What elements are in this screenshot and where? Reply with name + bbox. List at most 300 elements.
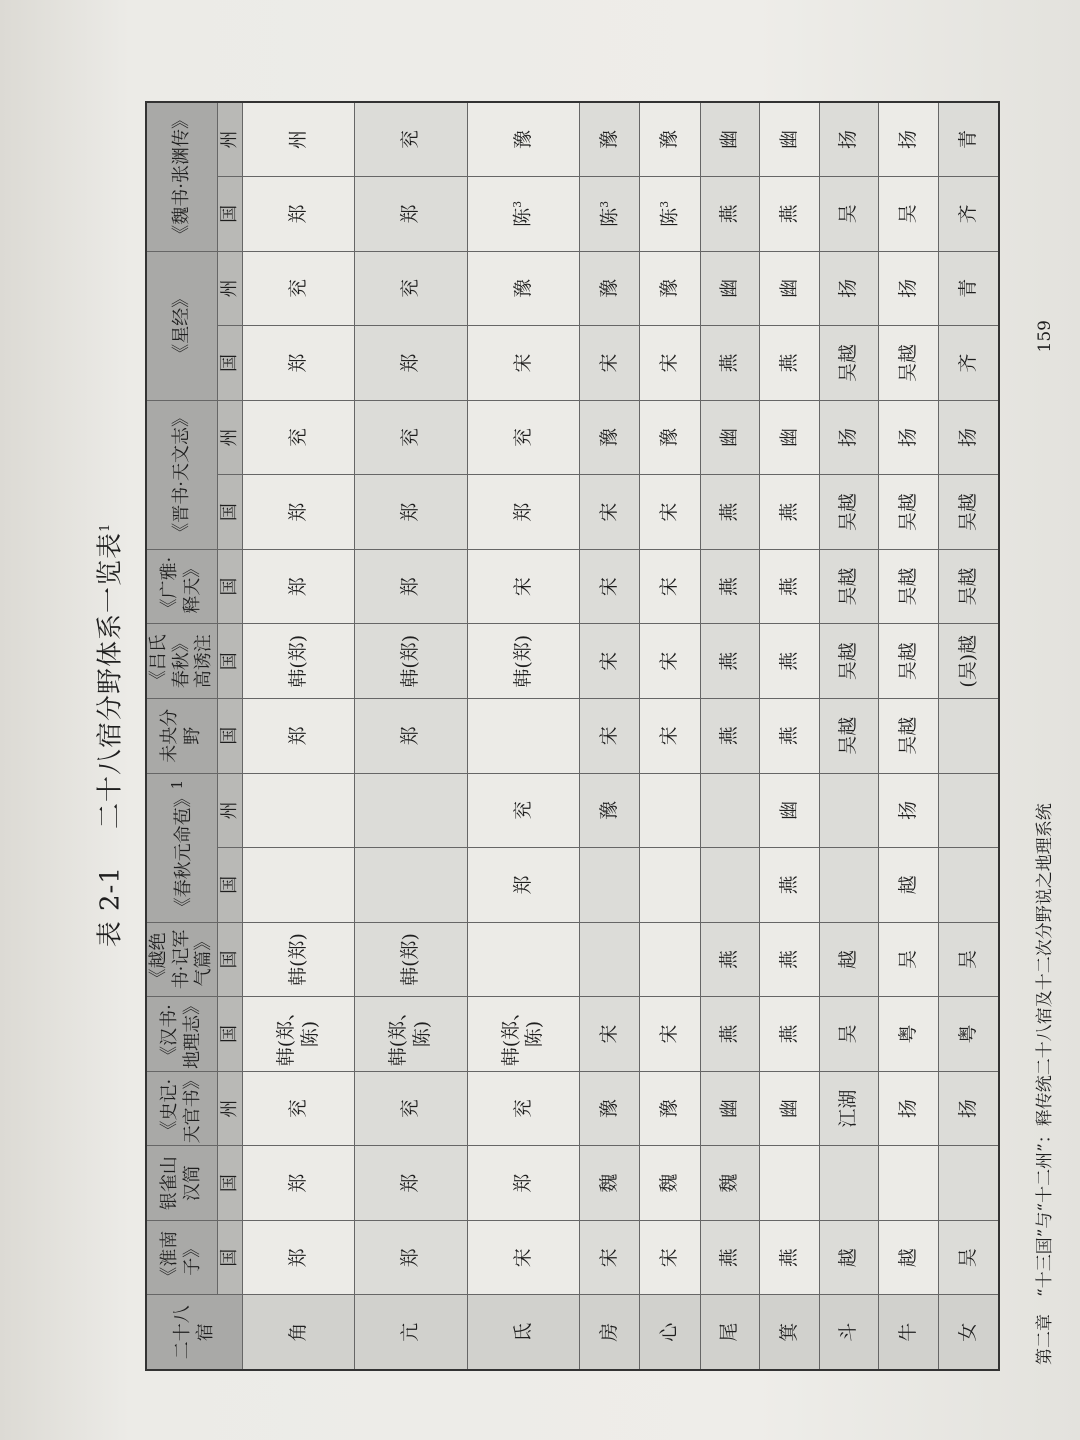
table-cell (580, 773, 640, 848)
table-cell (355, 400, 467, 475)
table-cell (819, 475, 879, 550)
mansion-name: 角 (243, 1295, 355, 1370)
cell-text: 魏 (718, 1173, 741, 1193)
cell-text: 宋 (597, 502, 620, 522)
cell-text: 豫 (597, 130, 620, 150)
table-cell (580, 251, 640, 326)
table-cell (760, 102, 820, 177)
table-cell (938, 922, 999, 997)
table-cell (760, 177, 820, 252)
cell-text: 兖 (286, 428, 309, 448)
cell-note: 3 (597, 200, 611, 208)
table-cell (700, 997, 760, 1072)
cell-text: 宋 (658, 1024, 681, 1044)
cell-text: 越 (837, 1248, 860, 1268)
cell-text: 宋 (597, 1248, 620, 1268)
table-cell (879, 326, 939, 401)
cell-text: 韩(郑) (399, 634, 422, 688)
cell-text: 扬 (956, 428, 979, 448)
table-cell (938, 102, 999, 177)
cell-text: 齐 (956, 204, 979, 224)
table-cell (467, 102, 579, 177)
cell-text: 齐 (956, 353, 979, 373)
cell-text: 幽 (777, 130, 800, 150)
mansion-name: 尾 (700, 1295, 760, 1370)
table-row (467, 102, 579, 1370)
source-header (146, 1071, 217, 1146)
table-cell (938, 549, 999, 624)
table-cell (760, 326, 820, 401)
table-cell (355, 1071, 467, 1146)
sub-header: 国 (217, 549, 243, 624)
cell-text: 魏 (597, 1173, 620, 1193)
cell-text: 郑 (399, 726, 422, 746)
table-row (879, 102, 939, 1370)
table-cell (938, 1071, 999, 1146)
sub-header: 国 (217, 848, 243, 923)
source-header (146, 400, 217, 549)
cell-text: 吴 (956, 1248, 979, 1268)
table-row (819, 102, 879, 1370)
table-cell (467, 699, 579, 774)
cell-note: 3 (511, 200, 525, 208)
table-cell (700, 102, 760, 177)
table-cell (467, 1220, 579, 1295)
table-cell (580, 1146, 640, 1221)
table-cell (640, 848, 700, 923)
source-header (146, 922, 217, 997)
table-cell (760, 400, 820, 475)
cell-text: 郑 (286, 726, 309, 746)
table-cell (938, 400, 999, 475)
source-name: 《汉书·地理志》 (159, 996, 203, 1069)
cell-text: 吴越 (837, 493, 860, 532)
cell-text: 幽 (718, 278, 741, 298)
sub-header: 国 (217, 1146, 243, 1221)
cell-text: 燕 (777, 726, 800, 746)
table-cell (700, 177, 760, 252)
cell-text: 郑 (286, 577, 309, 597)
cell-text: 宋 (511, 353, 534, 373)
mansion-name: 箕 (760, 1295, 820, 1370)
cell-text: 宋 (658, 502, 681, 522)
table-cell (580, 475, 640, 550)
page-number: 159 (1035, 320, 1055, 353)
source-name: 银雀山汉简 (159, 1156, 203, 1211)
table-cell (467, 997, 579, 1072)
table-cell (467, 400, 579, 475)
cell-text: 韩(郑、陈) (274, 1001, 321, 1067)
source-name: 《越绝书·记军气篇》 (148, 929, 214, 990)
table-cell (355, 773, 467, 848)
table-cell (640, 475, 700, 550)
cell-text: 燕 (718, 651, 741, 671)
cell-text: 兖 (511, 1099, 534, 1119)
table-cell (938, 177, 999, 252)
table-cell (355, 848, 467, 923)
table-cell (879, 848, 939, 923)
table-cell (700, 848, 760, 923)
table-cell (355, 177, 467, 252)
table-cell (580, 997, 640, 1072)
table-cell (243, 1071, 355, 1146)
table-cell (243, 102, 355, 177)
table-cell (938, 251, 999, 326)
cell-text: 吴越 (896, 343, 919, 382)
cell-text: 燕 (777, 353, 800, 373)
table-cell (467, 177, 579, 252)
cell-text: 江湖 (837, 1089, 860, 1128)
cell-text: 扬 (896, 1099, 919, 1119)
cell-text: 吴 (896, 949, 919, 969)
table-cell (243, 251, 355, 326)
mansion-name: 亢 (355, 1295, 467, 1370)
table-cell (819, 177, 879, 252)
cell-text: 吴 (837, 204, 860, 224)
table-cell (760, 922, 820, 997)
source-header (146, 549, 217, 624)
table-cell (580, 1071, 640, 1146)
sub-header: 国 (217, 699, 243, 774)
table-cell (700, 773, 760, 848)
cell-text: 宋 (658, 726, 681, 746)
source-name: 未央分野 (159, 708, 203, 763)
source-name: 《星经》 (170, 289, 192, 362)
table-cell (467, 251, 579, 326)
table-cell (760, 549, 820, 624)
table-cell (760, 699, 820, 774)
cell-text: 豫 (597, 428, 620, 448)
source-header (146, 102, 217, 251)
cell-text: 燕 (777, 502, 800, 522)
table-cell (760, 624, 820, 699)
table-cell (760, 1220, 820, 1295)
table-cell (819, 997, 879, 1072)
sub-header: 州 (217, 102, 243, 177)
table-row (355, 102, 467, 1370)
cell-text: 扬 (896, 278, 919, 298)
cell-text: 豫 (597, 278, 620, 298)
cell-text: 燕 (777, 875, 800, 895)
sub-header: 州 (217, 251, 243, 326)
cell-text: 吴越 (896, 493, 919, 532)
cell-text: 郑 (399, 577, 422, 597)
header-row (146, 102, 217, 1370)
cell-text: 陈 (658, 207, 681, 227)
cell-text: 兖 (399, 1099, 422, 1119)
cell-text: 吴越 (956, 567, 979, 606)
table-cell (938, 773, 999, 848)
sub-header: 国 (217, 922, 243, 997)
cell-text: 兖 (511, 800, 534, 820)
table-cell (760, 251, 820, 326)
cell-text: 豫 (658, 428, 681, 448)
table-cell (580, 177, 640, 252)
cell-text: 豫 (597, 1099, 620, 1119)
table-cell (640, 997, 700, 1072)
table-cell (467, 848, 579, 923)
sub-header: 国 (217, 177, 243, 252)
cell-text: 燕 (718, 1024, 741, 1044)
cell-text: 吴 (837, 1024, 860, 1044)
cell-text: 魏 (658, 1173, 681, 1193)
mansion-name: 牛 (879, 1295, 939, 1370)
table-cell (580, 624, 640, 699)
table-cell (879, 475, 939, 550)
table-cell (243, 699, 355, 774)
table-cell (355, 102, 467, 177)
cell-text: 燕 (777, 204, 800, 224)
table-cell (640, 177, 700, 252)
table-cell (243, 326, 355, 401)
source-name: 《晋书·天文志》 (170, 408, 192, 541)
sub-header: 州 (217, 400, 243, 475)
cell-text: 郑 (511, 1173, 534, 1193)
cell-text: 韩(郑、陈) (387, 1001, 434, 1067)
table-cell (819, 102, 879, 177)
table-cell (760, 1071, 820, 1146)
caption-title: 二十八宿分野体系一览表 (95, 532, 126, 830)
table-cell (243, 400, 355, 475)
mansion-name: 氐 (467, 1295, 579, 1370)
table-cell (243, 177, 355, 252)
cell-text: 燕 (718, 502, 741, 522)
cell-text: 吴越 (837, 642, 860, 681)
table-cell (879, 922, 939, 997)
cell-text: 豫 (597, 800, 620, 820)
cell-text: 燕 (718, 1248, 741, 1268)
table-cell (700, 326, 760, 401)
table-cell (879, 773, 939, 848)
table-cell (700, 1071, 760, 1146)
cell-text: 韩(郑) (399, 933, 422, 986)
cell-text: 宋 (658, 1248, 681, 1268)
subheader-row (217, 102, 243, 1370)
table-cell (243, 1146, 355, 1221)
cell-text: 韩(郑) (511, 634, 534, 688)
source-header (146, 624, 217, 699)
cell-text: 宋 (597, 1024, 620, 1044)
sub-header: 国 (217, 997, 243, 1072)
table-cell (700, 1220, 760, 1295)
cell-text: 陈 (511, 207, 534, 227)
cell-text: 燕 (718, 726, 741, 746)
cell-text: 燕 (777, 1248, 800, 1268)
cell-text: 州 (286, 130, 309, 150)
table-cell (700, 1146, 760, 1221)
cell-text: 宋 (658, 577, 681, 597)
cell-text: 兖 (286, 278, 309, 298)
table-cell (879, 624, 939, 699)
cell-text: 扬 (837, 278, 860, 298)
cell-text: 豫 (658, 130, 681, 150)
page-footer (1025, 85, 1065, 1385)
cell-text: 燕 (777, 577, 800, 597)
table-cell (819, 922, 879, 997)
table-cell (938, 624, 999, 699)
stub-header: 二十八宿 (146, 1295, 243, 1370)
cell-note: 3 (658, 200, 671, 208)
table-cell (355, 922, 467, 997)
sub-header: 国 (217, 475, 243, 550)
cell-text: 郑 (286, 1248, 309, 1268)
cell-text: 青 (956, 130, 979, 150)
cell-text: 粤 (956, 1024, 979, 1044)
cell-text: 吴越 (896, 716, 919, 755)
cell-text: 郑 (286, 204, 309, 224)
cell-text: 韩(郑) (286, 933, 309, 986)
cell-text: 青 (956, 278, 979, 298)
table-row (243, 102, 355, 1370)
table-row (938, 102, 999, 1370)
table-cell (355, 475, 467, 550)
cell-text: 扬 (837, 130, 860, 150)
rotated-page (75, 85, 1075, 1385)
table-cell (879, 699, 939, 774)
cell-text: 扬 (956, 1099, 979, 1119)
table-cell (355, 624, 467, 699)
cell-text: 吴 (956, 949, 979, 969)
cell-text: 幽 (777, 800, 800, 820)
cell-text: 宋 (597, 651, 620, 671)
table-caption (75, 85, 137, 1385)
table-cell (243, 773, 355, 848)
table-cell (580, 699, 640, 774)
source-name: 《广雅·释天》 (159, 556, 203, 617)
table-cell (243, 549, 355, 624)
sub-header: 国 (217, 624, 243, 699)
cell-text: 宋 (511, 577, 534, 597)
table-cell (700, 922, 760, 997)
table-cell (355, 997, 467, 1072)
cell-text: 郑 (399, 1173, 422, 1193)
cell-text: 郑 (399, 353, 422, 373)
sub-header: 国 (217, 326, 243, 401)
caption-label: 表 2-1 (95, 866, 126, 948)
table-cell (819, 400, 879, 475)
source-name: 《春秋元命苞》 (173, 789, 194, 916)
source-header (146, 251, 217, 400)
table-cell (700, 549, 760, 624)
cell-text: 燕 (718, 949, 741, 969)
table-row (760, 102, 820, 1370)
cell-text: 吴 (896, 204, 919, 224)
cell-text: 兖 (286, 1099, 309, 1119)
cell-text: 幽 (777, 278, 800, 298)
cell-text: 幽 (718, 1099, 741, 1119)
table-cell (467, 1146, 579, 1221)
table-cell (243, 624, 355, 699)
cell-text: 幽 (777, 428, 800, 448)
table-cell (580, 326, 640, 401)
table-row (580, 102, 640, 1370)
cell-text: 郑 (511, 875, 534, 895)
table-cell (640, 624, 700, 699)
table-cell (580, 549, 640, 624)
cell-text: 燕 (777, 651, 800, 671)
table-cell (700, 475, 760, 550)
table-cell (467, 922, 579, 997)
cell-text: 郑 (399, 204, 422, 224)
table-cell (938, 848, 999, 923)
table-cell (355, 699, 467, 774)
cell-text: 越 (837, 949, 860, 969)
table-cell (580, 102, 640, 177)
sub-header: 国 (217, 1220, 243, 1295)
sub-header: 州 (217, 1071, 243, 1146)
cell-text: 幽 (718, 130, 741, 150)
table-cell (938, 326, 999, 401)
table-cell (879, 1220, 939, 1295)
table-cell (760, 475, 820, 550)
fenye-table (145, 101, 1000, 1371)
mansion-name: 心 (640, 1295, 700, 1370)
table-cell (355, 1146, 467, 1221)
source-name: 《淮南子》 (159, 1230, 203, 1285)
cell-text: 宋 (658, 353, 681, 373)
cell-text: 兖 (399, 130, 422, 150)
table-cell (640, 699, 700, 774)
table-cell (819, 699, 879, 774)
cell-text: 吴越 (837, 716, 860, 755)
table-cell (467, 624, 579, 699)
caption-note: 1 (98, 522, 113, 533)
table-cell (355, 251, 467, 326)
table-row (640, 102, 700, 1370)
table-cell (243, 475, 355, 550)
table-cell (938, 699, 999, 774)
table-cell (700, 699, 760, 774)
mansion-name: 斗 (819, 1295, 879, 1370)
table-cell (819, 1220, 879, 1295)
table-cell (819, 1071, 879, 1146)
table-cell (819, 773, 879, 848)
cell-text: 幽 (718, 428, 741, 448)
cell-text: 豫 (658, 1099, 681, 1119)
cell-text: 豫 (511, 130, 534, 150)
cell-text: 扬 (837, 428, 860, 448)
table-cell (938, 475, 999, 550)
cell-text: 扬 (896, 130, 919, 150)
cell-text: 吴越 (896, 567, 919, 606)
table-cell (700, 624, 760, 699)
cell-text: 韩(郑、陈) (499, 1001, 546, 1067)
source-header (146, 1220, 217, 1295)
cell-text: 扬 (896, 428, 919, 448)
cell-text: 吴越 (837, 343, 860, 382)
table-cell (938, 1220, 999, 1295)
table-cell (640, 251, 700, 326)
table-cell (640, 773, 700, 848)
source-note: 1 (168, 779, 186, 790)
cell-text: 宋 (511, 1248, 534, 1268)
table-cell (760, 997, 820, 1072)
cell-text: 宋 (658, 651, 681, 671)
cell-text: 吴越 (837, 567, 860, 606)
sub-header: 州 (217, 773, 243, 848)
table-cell (819, 1146, 879, 1221)
mansion-name: 女 (938, 1295, 999, 1370)
table-cell (819, 326, 879, 401)
table-cell (879, 1146, 939, 1221)
table-cell (760, 773, 820, 848)
source-name: 《吕氏春秋》高诱注 (148, 634, 214, 689)
table-cell (640, 1220, 700, 1295)
cell-text: 扬 (896, 800, 919, 820)
source-header (146, 1146, 217, 1221)
cell-text: 兖 (399, 278, 422, 298)
table-cell (580, 400, 640, 475)
